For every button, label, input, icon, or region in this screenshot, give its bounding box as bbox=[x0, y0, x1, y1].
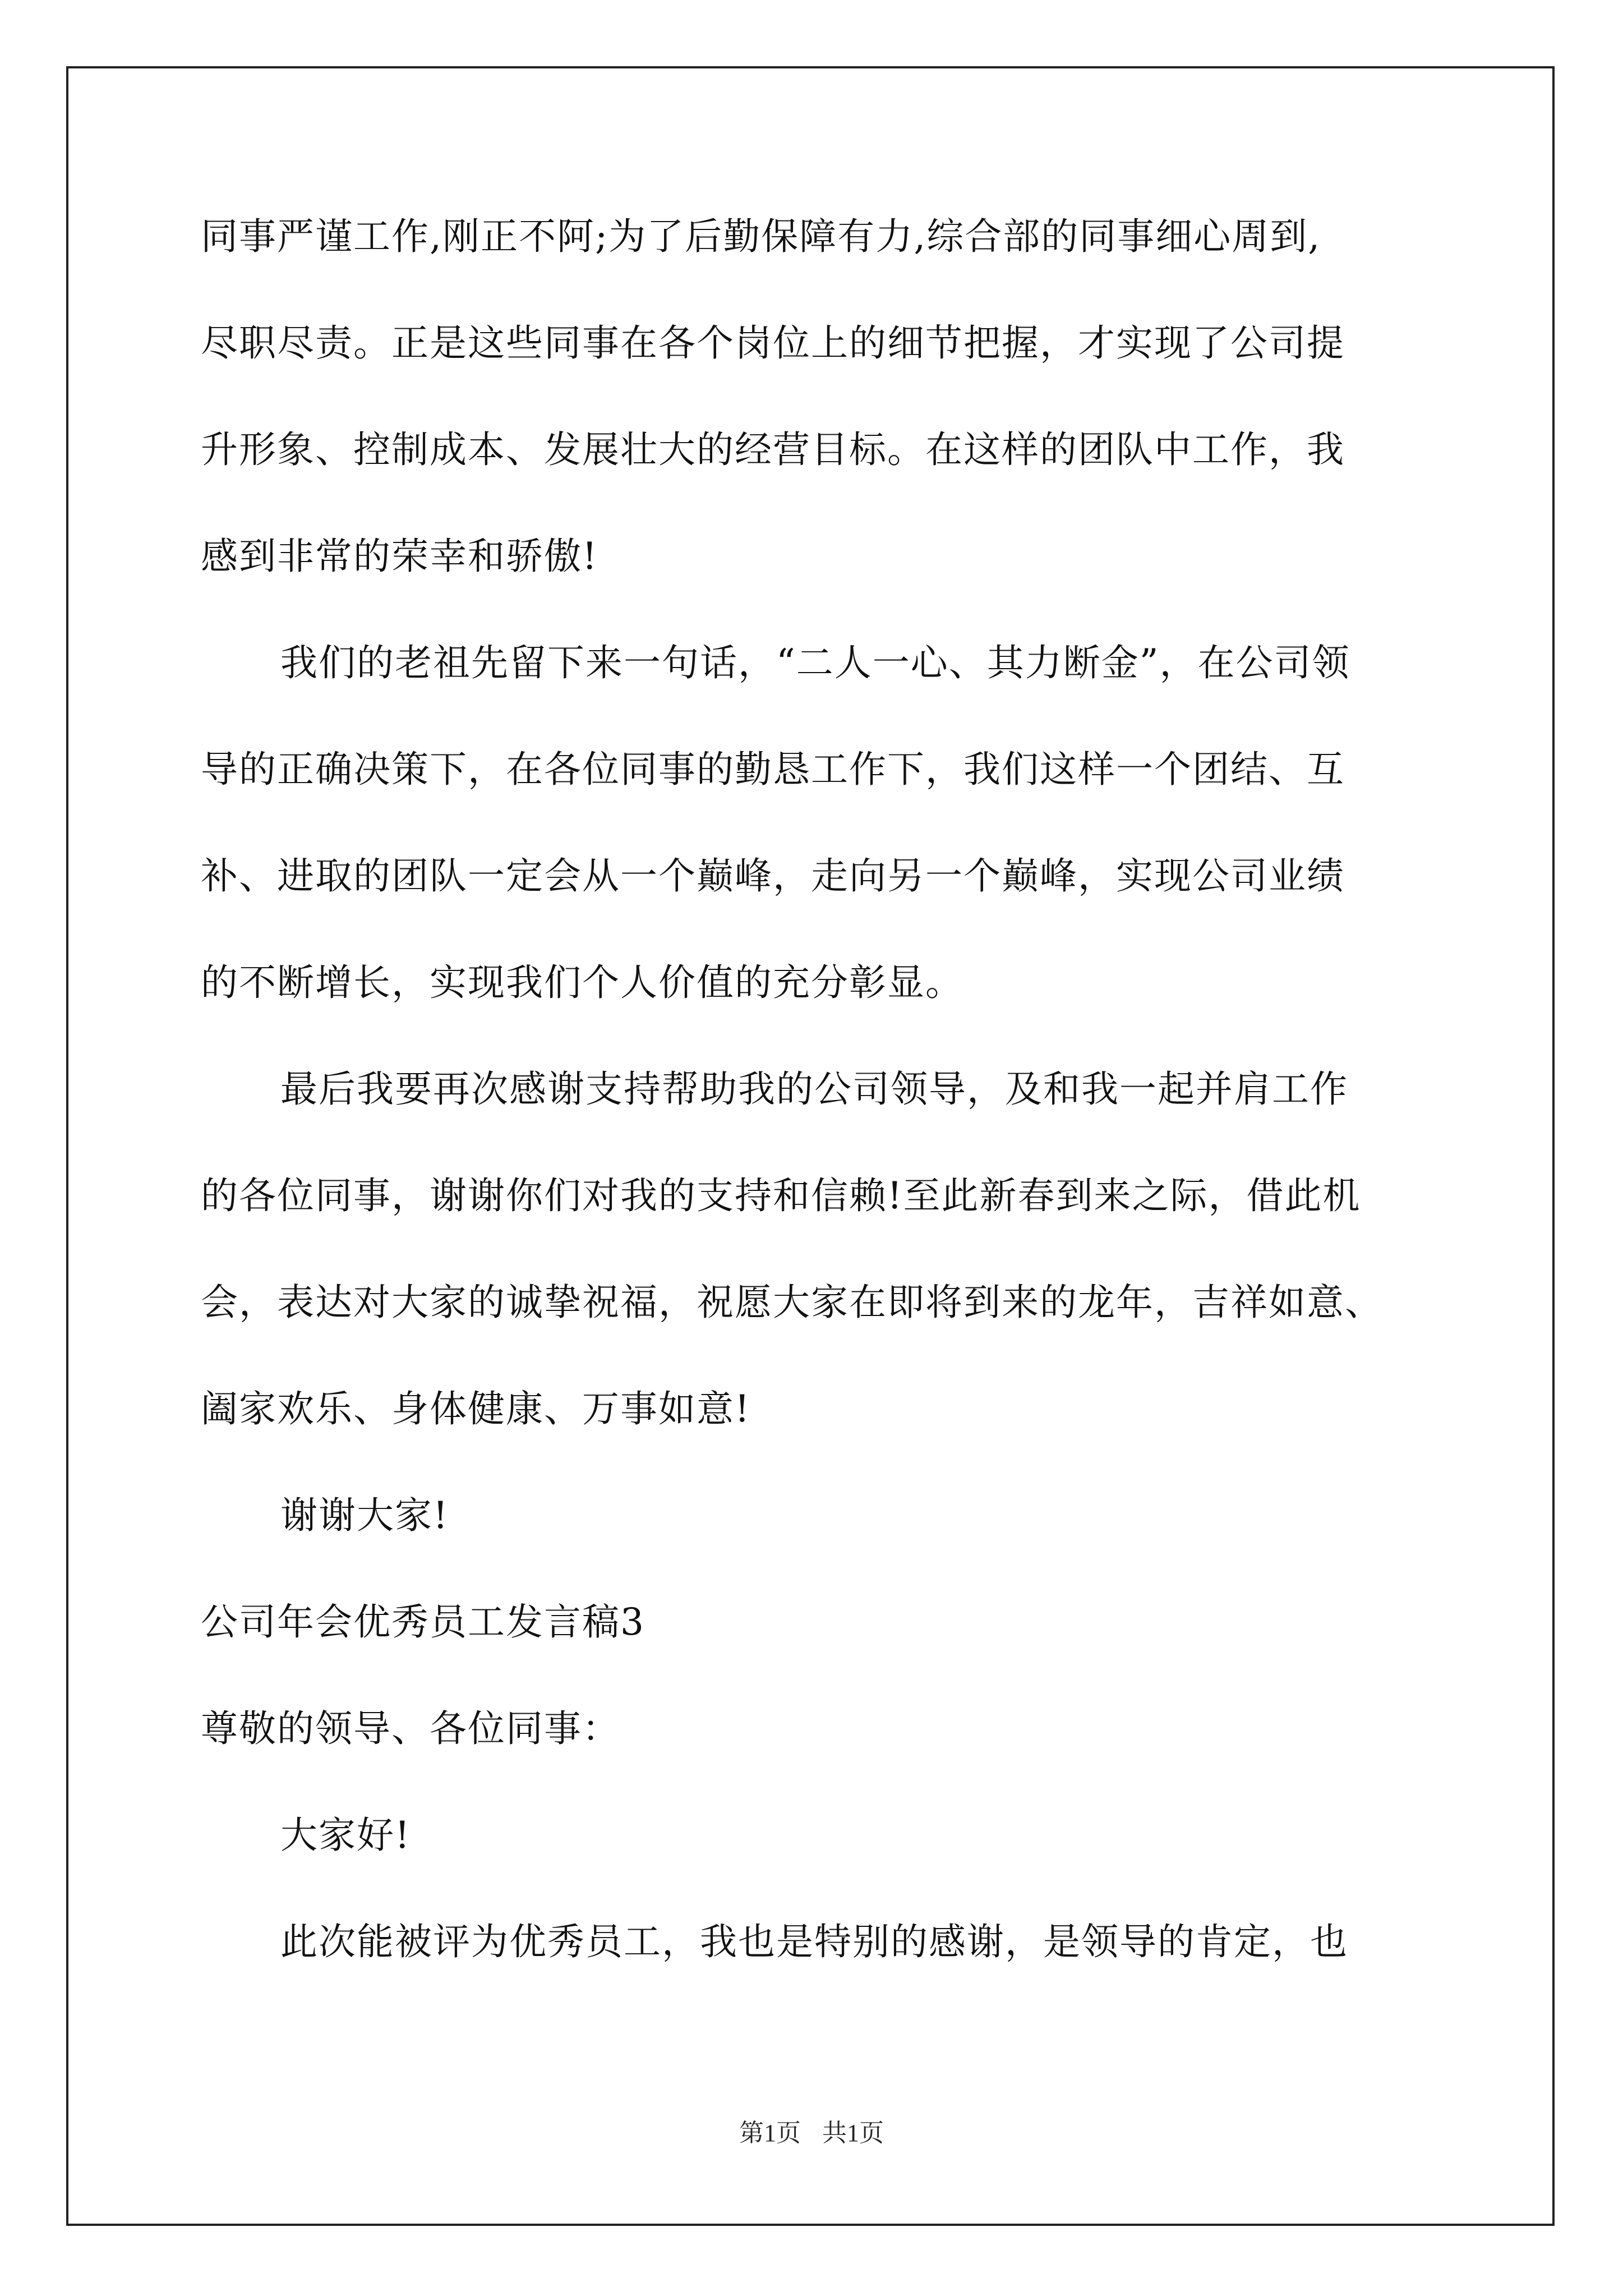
paragraph-first-line: 此次能被评为优秀员工，我也是特别的感谢，是领导的肯定，也 bbox=[280, 1920, 1348, 1963]
page-number: 第1页 bbox=[739, 2119, 801, 2147]
body-line: 的各位同事，谢谢你们对我的支持和信赖!至此新春到来之际，借此机 bbox=[201, 1174, 1361, 1217]
body-line: 感到非常的荣幸和骄傲! bbox=[201, 535, 598, 578]
body-line: 同事严谨工作,刚正不阿;为了后勤保障有力,综合部的同事细心周到, bbox=[201, 215, 1321, 258]
paragraph-first-line: 谢谢大家! bbox=[280, 1494, 449, 1537]
body-line: 的不断增长，实现我们个人价值的充分彰显。 bbox=[201, 961, 963, 1004]
page-border bbox=[66, 66, 1555, 2226]
paragraph-first-line: 最后我要再次感谢支持帮助我的公司领导，及和我一起并肩工作 bbox=[280, 1068, 1348, 1111]
body-line: 阖家欢乐、身体健康、万事如意! bbox=[201, 1387, 751, 1430]
page-footer bbox=[0, 2118, 1623, 2149]
body-line: 导的正确决策下，在各位同事的勤恳工作下，我们这样一个团结、互 bbox=[201, 748, 1345, 791]
greeting: 大家好! bbox=[280, 1814, 411, 1857]
paragraph-first-line: 我们的老祖先留下来一句话，“二人一心、其力断金”，在公司领 bbox=[280, 641, 1350, 684]
body-line: 尽职尽责。正是这些同事在各个岗位上的细节把握，才实现了公司提 bbox=[201, 321, 1345, 365]
page-count: 共1页 bbox=[822, 2119, 884, 2147]
body-line: 会，表达对大家的诚挚祝福，祝愿大家在即将到来的龙年，吉祥如意、 bbox=[201, 1281, 1383, 1324]
salutation: 尊敬的领导、各位同事： bbox=[201, 1707, 620, 1750]
body-line: 补、进取的团队一定会从一个巅峰，走向另一个巅峰，实现公司业绩 bbox=[201, 854, 1345, 898]
body-line: 升形象、控制成本、发展壮大的经营目标。在这样的团队中工作，我 bbox=[201, 428, 1345, 471]
section-heading: 公司年会优秀员工发言稿3 bbox=[201, 1600, 645, 1644]
